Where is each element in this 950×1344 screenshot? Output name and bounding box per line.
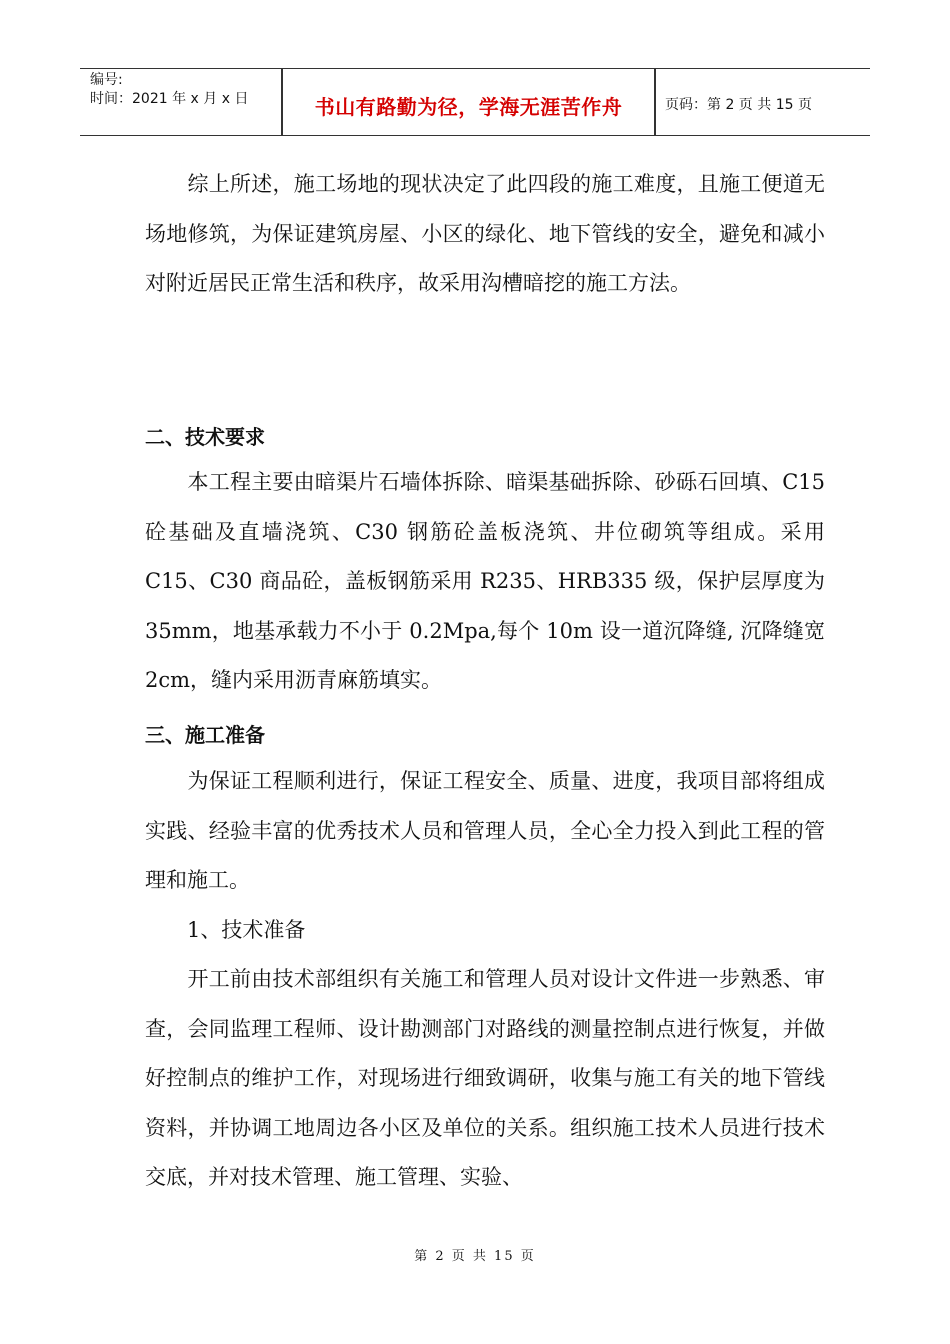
- section-heading-construction-preparation: 三、施工准备: [145, 723, 265, 747]
- header-meta: [90, 71, 248, 109]
- document-date: 时间：2021 年 x 月 x 日: [90, 91, 249, 107]
- subheading-technical-preparation: 1、技术准备: [145, 918, 306, 942]
- document-number-label: 编号:: [90, 72, 123, 88]
- header-divider: [654, 69, 656, 135]
- header-motto: 书山有路勤为径，学海无涯苦作舟: [314, 95, 623, 119]
- paragraph-summary: 综上所述，施工场地的现状决定了此四段的施工难度，且施工便道无场地修筑，为保证建筑房屋、小区的绿化、地下管线的安全，避免和减小对附近居民正常生活和秩序，故采用沟槽暗挖的施工方法。: [145, 172, 825, 295]
- header-page-info: 页码：第 2 页 共 15 页: [665, 97, 812, 113]
- paragraph-technical-preparation: 开工前由技术部组织有关施工和管理人员对设计文件进一步熟悉、审查，会同监理工程师、设计勘测部门对路线的测量控制点进行恢复，并做好控制点的维护工作，对现场进行细致调研，收集与施工有关的地下管线资料，并协调工地周边各小区及单位的关系。组织施工技术人员进行技术交底，并对技术管理、施工管理、实验、: [145, 967, 825, 1189]
- page-header: [80, 68, 870, 136]
- page-footer: 第 2 页 共 15 页: [414, 1249, 536, 1264]
- paragraph-preparation: 为保证工程顺利进行，保证工程安全、质量、进度，我项目部将组成实践、经验丰富的优秀技术人员和管理人员，全心全力投入到此工程的管理和施工。: [145, 769, 825, 892]
- paragraph-technical-requirements: 本工程主要由暗渠片石墙体拆除、暗渠基础拆除、砂砾石回填、C15 砼基础及直墙浇筑、C30 钢筋砼盖板浇筑、井位砌筑等组成。采用 C15、C30 商品砼，盖板钢筋采用 R235、HRB335 级，保护层厚度为 35mm，地基承载力不小于 0.2Mpa,每个 10m 设一道沉降缝, 沉降缝宽 2cm，缝内采用沥青麻筋填实。: [145, 470, 825, 692]
- section-heading-technical-requirements: 二、技术要求: [145, 425, 265, 449]
